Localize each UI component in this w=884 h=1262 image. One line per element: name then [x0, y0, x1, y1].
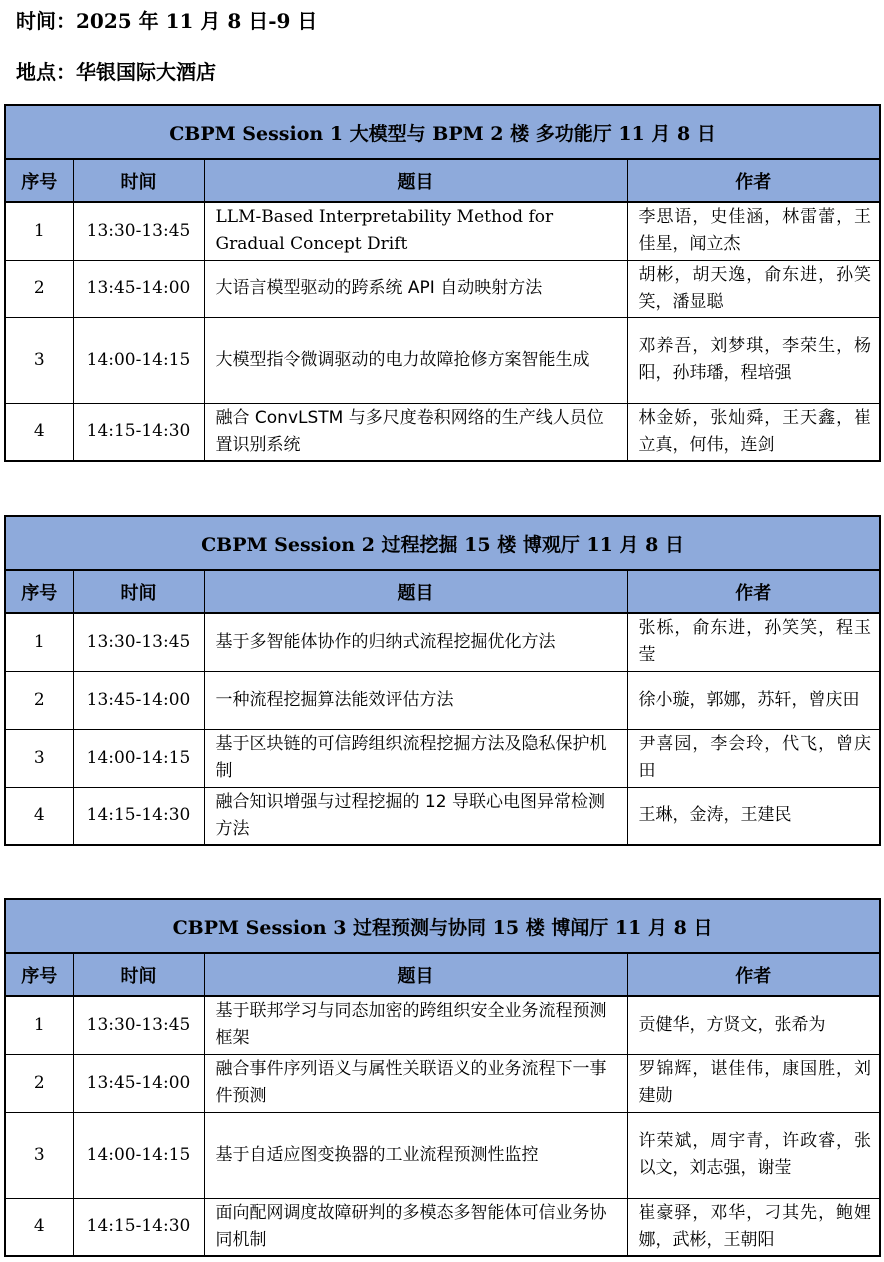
- row-authors: 尹喜园，李会玲，代飞，曾庆田: [627, 729, 880, 787]
- col-header-authors: 作者: [627, 159, 880, 202]
- row-authors: 罗锦辉，谌佳伟，康国胜，刘建勋: [627, 1054, 880, 1112]
- col-header-authors: 作者: [627, 570, 880, 613]
- table-row: [5, 671, 880, 729]
- row-no: 2: [5, 260, 73, 317]
- row-no: 1: [5, 202, 73, 260]
- table-row: [5, 1112, 880, 1198]
- session-2: [4, 515, 879, 846]
- event-place: 地点：华银国际大酒店: [16, 60, 216, 84]
- col-header-title: 题目: [204, 953, 627, 996]
- row-time: 14:00-14:15: [73, 317, 204, 403]
- row-title: 基于自适应图变换器的工业流程预测性监控: [204, 1112, 627, 1198]
- row-authors: 胡彬，胡天逸，俞东进，孙笑笑，潘显聪: [627, 260, 880, 317]
- row-time: 13:45-14:00: [73, 1054, 204, 1112]
- row-no: 4: [5, 1198, 73, 1256]
- col-header-title: 题目: [204, 570, 627, 613]
- session-table: [4, 898, 881, 1257]
- row-time: 14:00-14:15: [73, 1112, 204, 1198]
- row-title: 融合事件序列语义与属性关联语义的业务流程下一事件预测: [204, 1054, 627, 1112]
- row-title: 大语言模型驱动的跨系统 API 自动映射方法: [204, 260, 627, 317]
- row-time: 14:00-14:15: [73, 729, 204, 787]
- row-time: 13:45-14:00: [73, 260, 204, 317]
- table-row: [5, 1054, 880, 1112]
- col-header-no: 序号: [5, 570, 73, 613]
- row-authors: 许荣斌，周宇青，许政睿，张以文，刘志强，谢莹: [627, 1112, 880, 1198]
- event-time: 时间：2025 年 11 月 8 日-9 日: [16, 9, 318, 33]
- row-authors: 张栎，俞东进，孙笑笑，程玉莹: [627, 613, 880, 671]
- col-header-time: 时间: [73, 953, 204, 996]
- row-title: 大模型指令微调驱动的电力故障抢修方案智能生成: [204, 317, 627, 403]
- col-header-title: 题目: [204, 159, 627, 202]
- row-authors: 邓养吾，刘梦琪，李荣生，杨阳，孙玮璠，程培强: [627, 317, 880, 403]
- row-no: 4: [5, 403, 73, 461]
- session-3: [4, 898, 879, 1257]
- row-no: 1: [5, 613, 73, 671]
- row-no: 3: [5, 729, 73, 787]
- table-row: [5, 260, 880, 317]
- session-table: [4, 104, 881, 462]
- col-header-no: 序号: [5, 953, 73, 996]
- row-title: 一种流程挖掘算法能效评估方法: [204, 671, 627, 729]
- row-no: 3: [5, 1112, 73, 1198]
- row-authors: 王琳，金涛，王建民: [627, 787, 880, 845]
- table-row: [5, 787, 880, 845]
- row-time: 14:15-14:30: [73, 787, 204, 845]
- row-title: LLM-Based Interpretability Method for Gradual Concept Drift: [204, 202, 627, 260]
- row-title: 融合 ConvLSTM 与多尺度卷积网络的生产线人员位置识别系统: [204, 403, 627, 461]
- table-row: [5, 1198, 880, 1256]
- table-row: [5, 613, 880, 671]
- row-no: 2: [5, 671, 73, 729]
- row-title: 面向配网调度故障研判的多模态多智能体可信业务协同机制: [204, 1198, 627, 1256]
- table-row: [5, 729, 880, 787]
- row-authors: 贡健华，方贤文，张希为: [627, 996, 880, 1054]
- row-no: 4: [5, 787, 73, 845]
- table-row: [5, 403, 880, 461]
- row-time: 14:15-14:30: [73, 1198, 204, 1256]
- session-table: [4, 515, 881, 846]
- row-time: 13:45-14:00: [73, 671, 204, 729]
- col-header-time: 时间: [73, 159, 204, 202]
- row-time: 13:30-13:45: [73, 202, 204, 260]
- row-no: 2: [5, 1054, 73, 1112]
- row-authors: 崔豪驿，邓华，刁其先，鲍娌娜，武彬，王朝阳: [627, 1198, 880, 1256]
- session-title: CBPM Session 3 过程预测与协同 15 楼 博闻厅 11 月 8 日: [5, 899, 880, 953]
- row-authors: 林金娇，张灿舜，王天鑫，崔立真，何伟，连剑: [627, 403, 880, 461]
- col-header-time: 时间: [73, 570, 204, 613]
- session-title: CBPM Session 1 大模型与 BPM 2 楼 多功能厅 11 月 8 日: [5, 105, 880, 159]
- row-title: 基于多智能体协作的归纳式流程挖掘优化方法: [204, 613, 627, 671]
- row-no: 1: [5, 996, 73, 1054]
- table-row: [5, 996, 880, 1054]
- col-header-authors: 作者: [627, 953, 880, 996]
- row-time: 13:30-13:45: [73, 613, 204, 671]
- row-no: 3: [5, 317, 73, 403]
- session-title: CBPM Session 2 过程挖掘 15 楼 博观厅 11 月 8 日: [5, 516, 880, 570]
- col-header-no: 序号: [5, 159, 73, 202]
- row-title: 基于区块链的可信跨组织流程挖掘方法及隐私保护机制: [204, 729, 627, 787]
- row-time: 14:15-14:30: [73, 403, 204, 461]
- row-title: 基于联邦学习与同态加密的跨组织安全业务流程预测框架: [204, 996, 627, 1054]
- row-authors: 徐小璇，郭娜，苏轩，曾庆田: [627, 671, 880, 729]
- session-1: [4, 104, 879, 462]
- row-time: 13:30-13:45: [73, 996, 204, 1054]
- table-row: [5, 202, 880, 260]
- row-title: 融合知识增强与过程挖掘的 12 导联心电图异常检测方法: [204, 787, 627, 845]
- table-row: [5, 317, 880, 403]
- row-authors: 李思语，史佳涵，林雷蕾，王佳星，闻立杰: [627, 202, 880, 260]
